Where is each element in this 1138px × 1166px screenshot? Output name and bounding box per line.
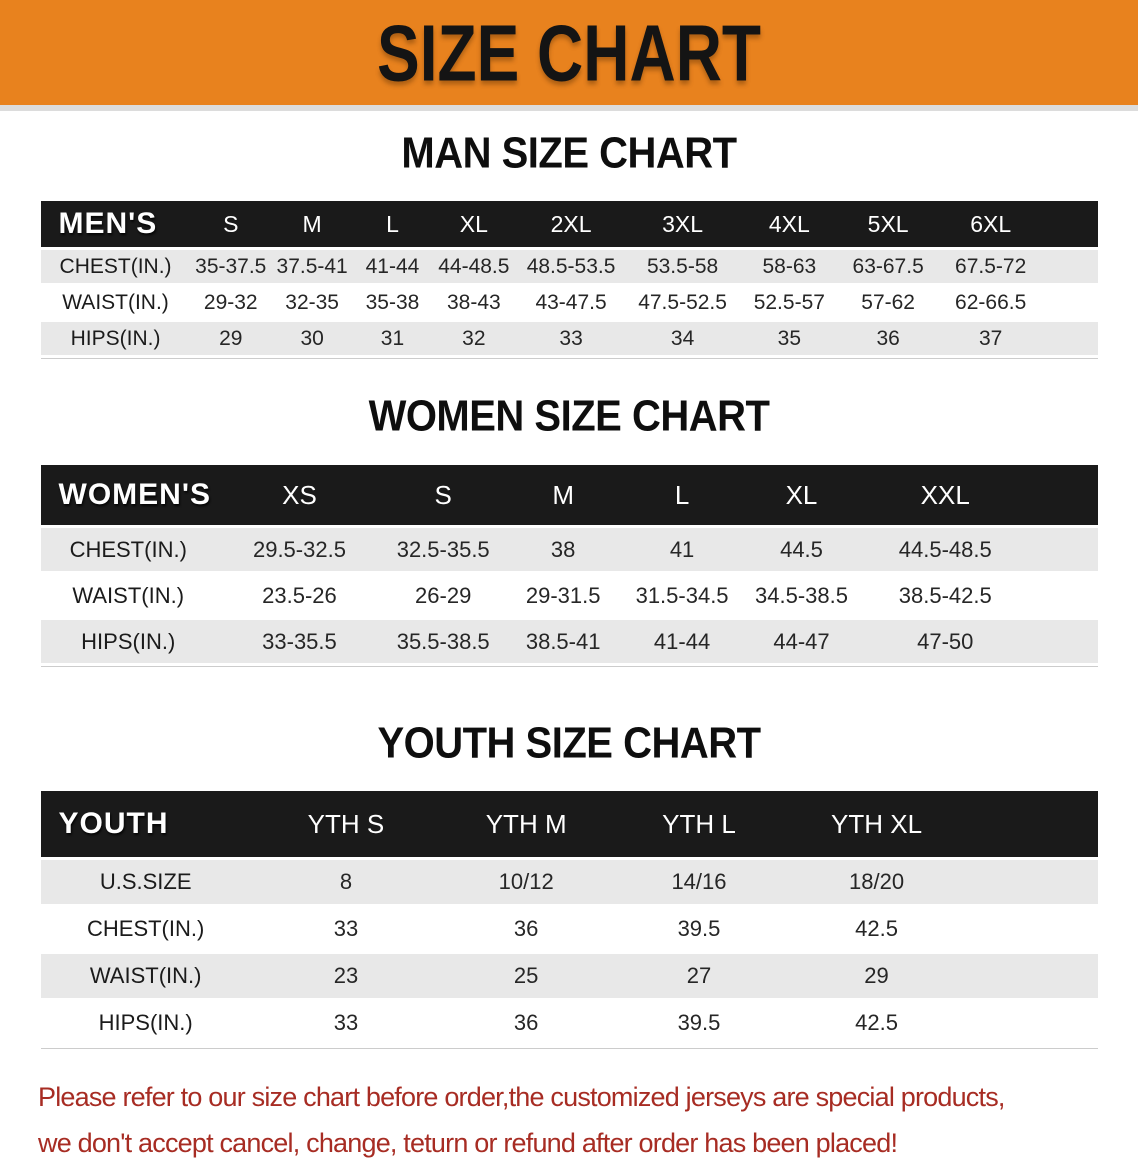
measurement-value: 33 xyxy=(251,907,441,951)
measurement-value: 38-43 xyxy=(432,286,517,319)
womens-size-table xyxy=(41,462,1098,666)
row-label: HIPS(IN.) xyxy=(41,1001,251,1045)
row-spacer xyxy=(966,954,1097,998)
measurement-row xyxy=(41,322,1098,355)
mens-header-label: MEN'S xyxy=(41,201,191,247)
measurement-row xyxy=(41,1001,1098,1045)
row-spacer xyxy=(1045,322,1098,355)
measurement-value: 34.5-38.5 xyxy=(741,574,861,617)
womens-header-label: WOMEN'S xyxy=(41,465,216,525)
measurement-value: 32.5-35.5 xyxy=(383,528,503,571)
youth-header-label: YOUTH xyxy=(41,791,251,857)
row-label: HIPS(IN.) xyxy=(41,322,191,355)
size-column-header: 6XL xyxy=(937,201,1045,247)
measurement-value: 29-32 xyxy=(191,286,271,319)
measurement-value: 29-31.5 xyxy=(503,574,622,617)
measurement-value: 35-38 xyxy=(353,286,431,319)
measurement-value: 36 xyxy=(441,907,611,951)
measurement-value: 41-44 xyxy=(623,620,741,663)
measurement-value: 34 xyxy=(626,322,739,355)
measurement-value: 57-62 xyxy=(840,286,937,319)
row-label: WAIST(IN.) xyxy=(41,954,251,998)
size-column-header: XL xyxy=(432,201,517,247)
size-column-header: YTH S xyxy=(251,791,441,857)
youth-size-table xyxy=(41,788,1098,1048)
size-column-header: L xyxy=(353,201,431,247)
measurement-value: 35-37.5 xyxy=(191,250,271,283)
measurement-value: 35.5-38.5 xyxy=(383,620,503,663)
mens-size-table xyxy=(41,198,1098,358)
measurement-value: 44-47 xyxy=(741,620,861,663)
measurement-value: 67.5-72 xyxy=(937,250,1045,283)
size-column-header: L xyxy=(623,465,741,525)
measurement-value: 37.5-41 xyxy=(271,250,353,283)
row-label: CHEST(IN.) xyxy=(41,250,191,283)
measurement-row xyxy=(41,528,1098,571)
measurement-value: 38 xyxy=(503,528,622,571)
measurement-value: 41 xyxy=(623,528,741,571)
measurement-value: 29 xyxy=(191,322,271,355)
measurement-value: 23.5-26 xyxy=(216,574,383,617)
measurement-value: 63-67.5 xyxy=(840,250,937,283)
row-label: CHEST(IN.) xyxy=(41,528,216,571)
note-line-2: we don't accept cancel, change, teturn or refund after order has been placed! xyxy=(38,1128,898,1158)
size-column-header: M xyxy=(503,465,622,525)
row-spacer xyxy=(1045,286,1098,319)
womens-size-chart-section xyxy=(0,391,1138,666)
size-column-header: 3XL xyxy=(626,201,739,247)
measurement-value: 44-48.5 xyxy=(432,250,517,283)
mens-size-chart-section xyxy=(0,128,1138,358)
measurement-value: 48.5-53.5 xyxy=(516,250,626,283)
measurement-value: 47-50 xyxy=(862,620,1029,663)
measurement-value: 42.5 xyxy=(787,1001,967,1045)
measurement-value: 39.5 xyxy=(611,1001,786,1045)
row-label: WAIST(IN.) xyxy=(41,574,216,617)
measurement-value: 38.5-42.5 xyxy=(862,574,1029,617)
size-column-header: 5XL xyxy=(840,201,937,247)
row-label: HIPS(IN.) xyxy=(41,620,216,663)
measurement-value: 52.5-57 xyxy=(739,286,839,319)
size-charts xyxy=(0,128,1138,1048)
size-column-header: YTH M xyxy=(441,791,611,857)
measurement-value: 32 xyxy=(432,322,517,355)
measurement-value: 36 xyxy=(840,322,937,355)
measurement-value: 23 xyxy=(251,954,441,998)
measurement-row xyxy=(41,286,1098,319)
measurement-value: 33 xyxy=(251,1001,441,1045)
measurement-value: 29 xyxy=(787,954,967,998)
size-column-header: XL xyxy=(741,465,861,525)
measurement-value: 26-29 xyxy=(383,574,503,617)
measurement-value: 37 xyxy=(937,322,1045,355)
size-header-row xyxy=(41,201,1098,247)
row-spacer xyxy=(966,860,1097,904)
order-note xyxy=(38,1074,1138,1166)
measurement-value: 33-35.5 xyxy=(216,620,383,663)
measurement-value: 38.5-41 xyxy=(503,620,622,663)
size-column-header: XS xyxy=(216,465,383,525)
row-label: U.S.SIZE xyxy=(41,860,251,904)
measurement-value: 31.5-34.5 xyxy=(623,574,741,617)
mens-size-chart-heading: MAN SIZE CHART xyxy=(401,128,737,178)
measurement-value: 29.5-32.5 xyxy=(216,528,383,571)
measurement-value: 30 xyxy=(271,322,353,355)
size-column-header: YTH L xyxy=(611,791,786,857)
measurement-row xyxy=(41,954,1098,998)
measurement-row xyxy=(41,620,1098,663)
measurement-value: 8 xyxy=(251,860,441,904)
measurement-row xyxy=(41,574,1098,617)
measurement-value: 10/12 xyxy=(441,860,611,904)
header-spacer xyxy=(1029,465,1098,525)
measurement-value: 33 xyxy=(516,322,626,355)
row-label: CHEST(IN.) xyxy=(41,907,251,951)
measurement-value: 18/20 xyxy=(787,860,967,904)
size-column-header: YTH XL xyxy=(787,791,967,857)
measurement-row xyxy=(41,250,1098,283)
measurement-value: 14/16 xyxy=(611,860,786,904)
measurement-value: 53.5-58 xyxy=(626,250,739,283)
size-header-row xyxy=(41,465,1098,525)
measurement-value: 35 xyxy=(739,322,839,355)
measurement-value: 47.5-52.5 xyxy=(626,286,739,319)
measurement-row xyxy=(41,860,1098,904)
row-spacer xyxy=(966,907,1097,951)
measurement-value: 44.5-48.5 xyxy=(862,528,1029,571)
measurement-value: 41-44 xyxy=(353,250,431,283)
size-header-row xyxy=(41,791,1098,857)
size-column-header: 2XL xyxy=(516,201,626,247)
measurement-row xyxy=(41,907,1098,951)
size-column-header: S xyxy=(191,201,271,247)
row-spacer xyxy=(1029,620,1098,663)
measurement-value: 25 xyxy=(441,954,611,998)
youth-size-chart-heading: YOUTH SIZE CHART xyxy=(377,718,761,768)
measurement-value: 58-63 xyxy=(739,250,839,283)
measurement-value: 31 xyxy=(353,322,431,355)
size-column-header: M xyxy=(271,201,353,247)
size-column-header: 4XL xyxy=(739,201,839,247)
row-label: WAIST(IN.) xyxy=(41,286,191,319)
measurement-value: 43-47.5 xyxy=(516,286,626,319)
banner-title: SIZE CHART xyxy=(377,7,761,98)
size-column-header: XXL xyxy=(862,465,1029,525)
row-spacer xyxy=(1029,528,1098,571)
youth-size-chart-section xyxy=(0,718,1138,1048)
row-spacer xyxy=(966,1001,1097,1045)
row-spacer xyxy=(1045,250,1098,283)
measurement-value: 32-35 xyxy=(271,286,353,319)
size-column-header: S xyxy=(383,465,503,525)
measurement-value: 39.5 xyxy=(611,907,786,951)
measurement-value: 27 xyxy=(611,954,786,998)
banner xyxy=(0,0,1138,111)
measurement-value: 42.5 xyxy=(787,907,967,951)
note-line-1: Please refer to our size chart before order,the customized jerseys are special products, xyxy=(38,1082,1005,1112)
womens-size-chart-heading: WOMEN SIZE CHART xyxy=(368,391,770,441)
row-spacer xyxy=(1029,574,1098,617)
header-spacer xyxy=(1045,201,1098,247)
measurement-value: 36 xyxy=(441,1001,611,1045)
header-spacer xyxy=(966,791,1097,857)
measurement-value: 44.5 xyxy=(741,528,861,571)
measurement-value: 62-66.5 xyxy=(937,286,1045,319)
